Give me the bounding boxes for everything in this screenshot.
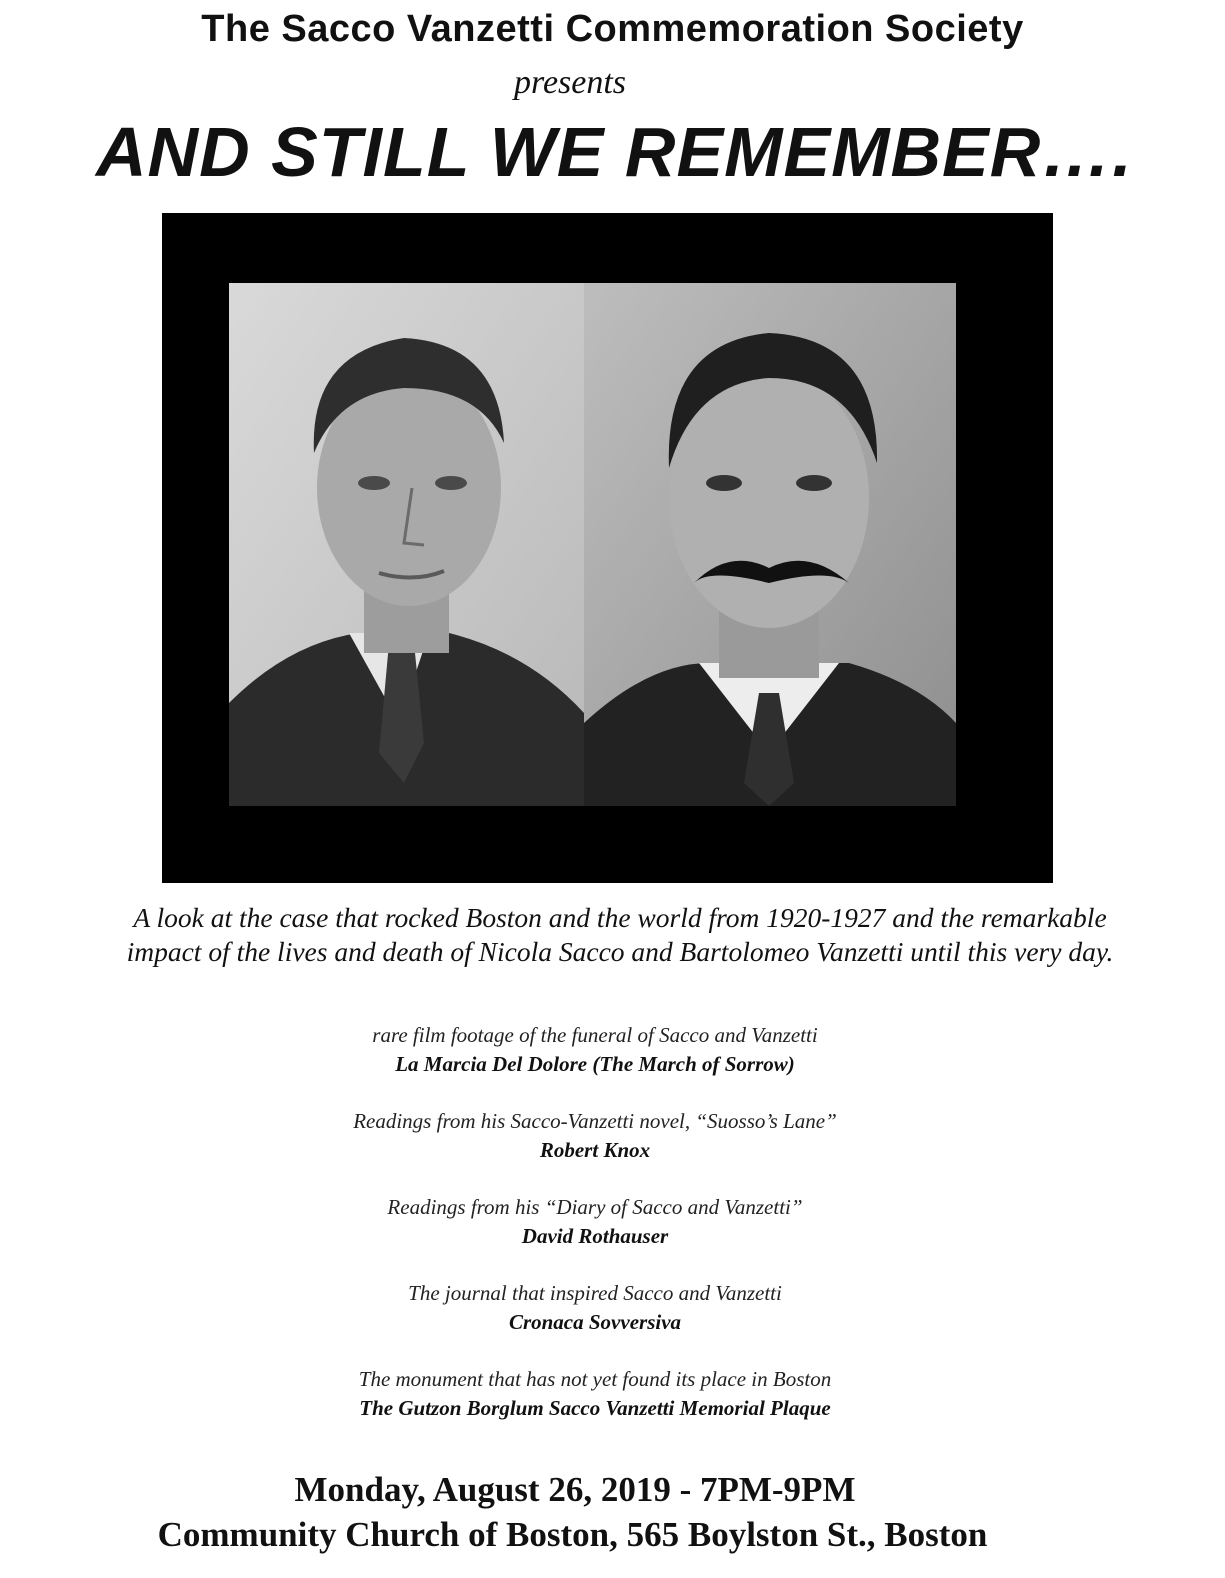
event-venue: Community Church of Boston, 565 Boylston St., Boston bbox=[157, 1515, 988, 1554]
intro-line-2: impact of the lives and death of Nicola Sacco and Bartolomeo Vanzetti until this very day. bbox=[126, 936, 1114, 967]
program-item-title: La Marcia Del Dolore (The March of Sorrow) bbox=[395, 1052, 795, 1076]
program-item bbox=[0, 1193, 1190, 1279]
program-item bbox=[0, 1365, 1190, 1451]
headline: AND STILL WE REMEMBER…. bbox=[96, 113, 1133, 191]
program-item-description: The monument that has not yet found its place in Boston bbox=[358, 1367, 832, 1391]
intro-text bbox=[60, 901, 1180, 969]
program-item bbox=[0, 1107, 1190, 1193]
program-item-description: rare film footage of the funeral of Sacco and Vanzetti bbox=[372, 1023, 818, 1047]
program-item-description: Readings from his Sacco-Vanzetti novel, “Suosso’s Lane” bbox=[353, 1109, 837, 1133]
program-item-title: David Rothauser bbox=[521, 1224, 669, 1248]
program-item bbox=[0, 1279, 1190, 1365]
program-item-description: Readings from his “Diary of Sacco and Vanzetti” bbox=[387, 1195, 803, 1219]
intro-line-1: A look at the case that rocked Boston and the world from 1920-1927 and the remarkable bbox=[133, 902, 1107, 933]
portrait-photo-frame bbox=[162, 213, 1053, 883]
program-item bbox=[0, 1021, 1190, 1107]
presents-label: presents bbox=[513, 64, 627, 101]
program-item-title: Robert Knox bbox=[539, 1138, 651, 1162]
event-date-time: Monday, August 26, 2019 - 7PM-9PM bbox=[294, 1470, 856, 1509]
portrait-left bbox=[229, 283, 584, 806]
portrait-right bbox=[584, 283, 956, 806]
organization-name: The Sacco Vanzetti Commemoration Society bbox=[201, 8, 1024, 50]
program-item-title: The Gutzon Borglum Sacco Vanzetti Memorial Plaque bbox=[359, 1396, 831, 1420]
program-item-title: Cronaca Sovversiva bbox=[508, 1310, 682, 1334]
program-list bbox=[0, 1021, 1190, 1451]
portrait-photo bbox=[229, 283, 956, 806]
program-item-description: The journal that inspired Sacco and Vanzetti bbox=[408, 1281, 782, 1305]
